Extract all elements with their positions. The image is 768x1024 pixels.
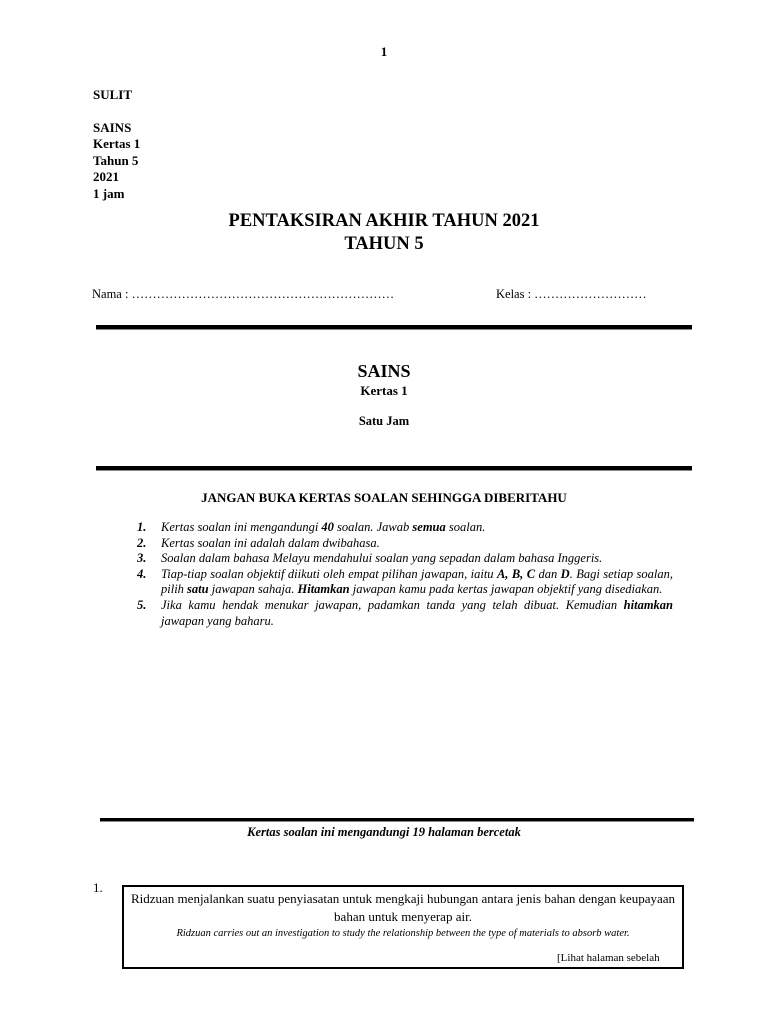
instruction-item: 2. Kertas soalan ini adalah dalam dwibahasa. (137, 535, 380, 550)
exam-title-line2: TAHUN 5 (344, 234, 424, 254)
instruction-item: 3. Soalan dalam bahasa Melayu mendahului soalan yang sepadan dalam bahasa Inggeris. (137, 551, 603, 566)
instruction-item: 5. Jika kamu hendak menukar jawapan, padamkan tanda yang telah dibuat. Kemudian hitamkan jawapan yang baharu. (137, 597, 673, 628)
cover-subject: SAINS (357, 361, 411, 381)
nama-field: Nama : ……………………………………………………… (92, 287, 395, 301)
duration-label: 1 jam (93, 185, 125, 201)
year-level-label: Tahun 5 (93, 152, 139, 168)
instruction-list (137, 520, 673, 629)
divider-top (96, 325, 692, 330)
question-text-malay: Ridzuan menjalankan suatu penyiasatan untuk mengkaji hubungan antara jenis bahan dengan keupayaan bahan untuk menyerap air. (130, 891, 675, 924)
kelas-field: Kelas : ……………………… (496, 287, 647, 301)
year-label: 2021 (93, 169, 119, 184)
instruction-item: 1. Kertas soalan ini mengandungi 40 soalan. Jawab semua soalan. (137, 520, 486, 534)
question-text-english: Ridzuan carries out an investigation to study the relationship between the type of materials to absorb water. (176, 928, 630, 939)
exam-title (0, 210, 768, 256)
exam-title-line1: PENTAKSIRAN AKHIR TAHUN 2021 (228, 211, 540, 231)
question-number: 1. (93, 880, 103, 895)
warning-heading: JANGAN BUKA KERTAS SOALAN SEHINGGA DIBERITAHU (201, 490, 567, 505)
subject-label: SAINS (93, 119, 132, 135)
page-count-note: Kertas soalan ini mengandungi 19 halaman bercetak (247, 825, 521, 839)
cover-duration: Satu Jam (358, 414, 410, 428)
exam-header (93, 87, 140, 202)
next-page-note: [Lihat halaman sebelah (557, 952, 660, 964)
classification-label: SULIT (93, 87, 133, 102)
paper-label: Kertas 1 (93, 136, 141, 151)
divider-bottom (100, 818, 694, 822)
instruction-item: 4. Tiap-tiap soalan objektif diikuti oleh empat pilihan jawapan, iaitu A, B, C dan D. Bagi setiap soalan, pilih satu jawapan sahaja. Hitamkan jawapan kamu pada kertas jawapan objektif yang disediakan. (137, 566, 674, 597)
cover-paper: Kertas 1 (360, 383, 408, 398)
page-number: 1 (380, 44, 388, 59)
divider-middle (96, 466, 692, 471)
